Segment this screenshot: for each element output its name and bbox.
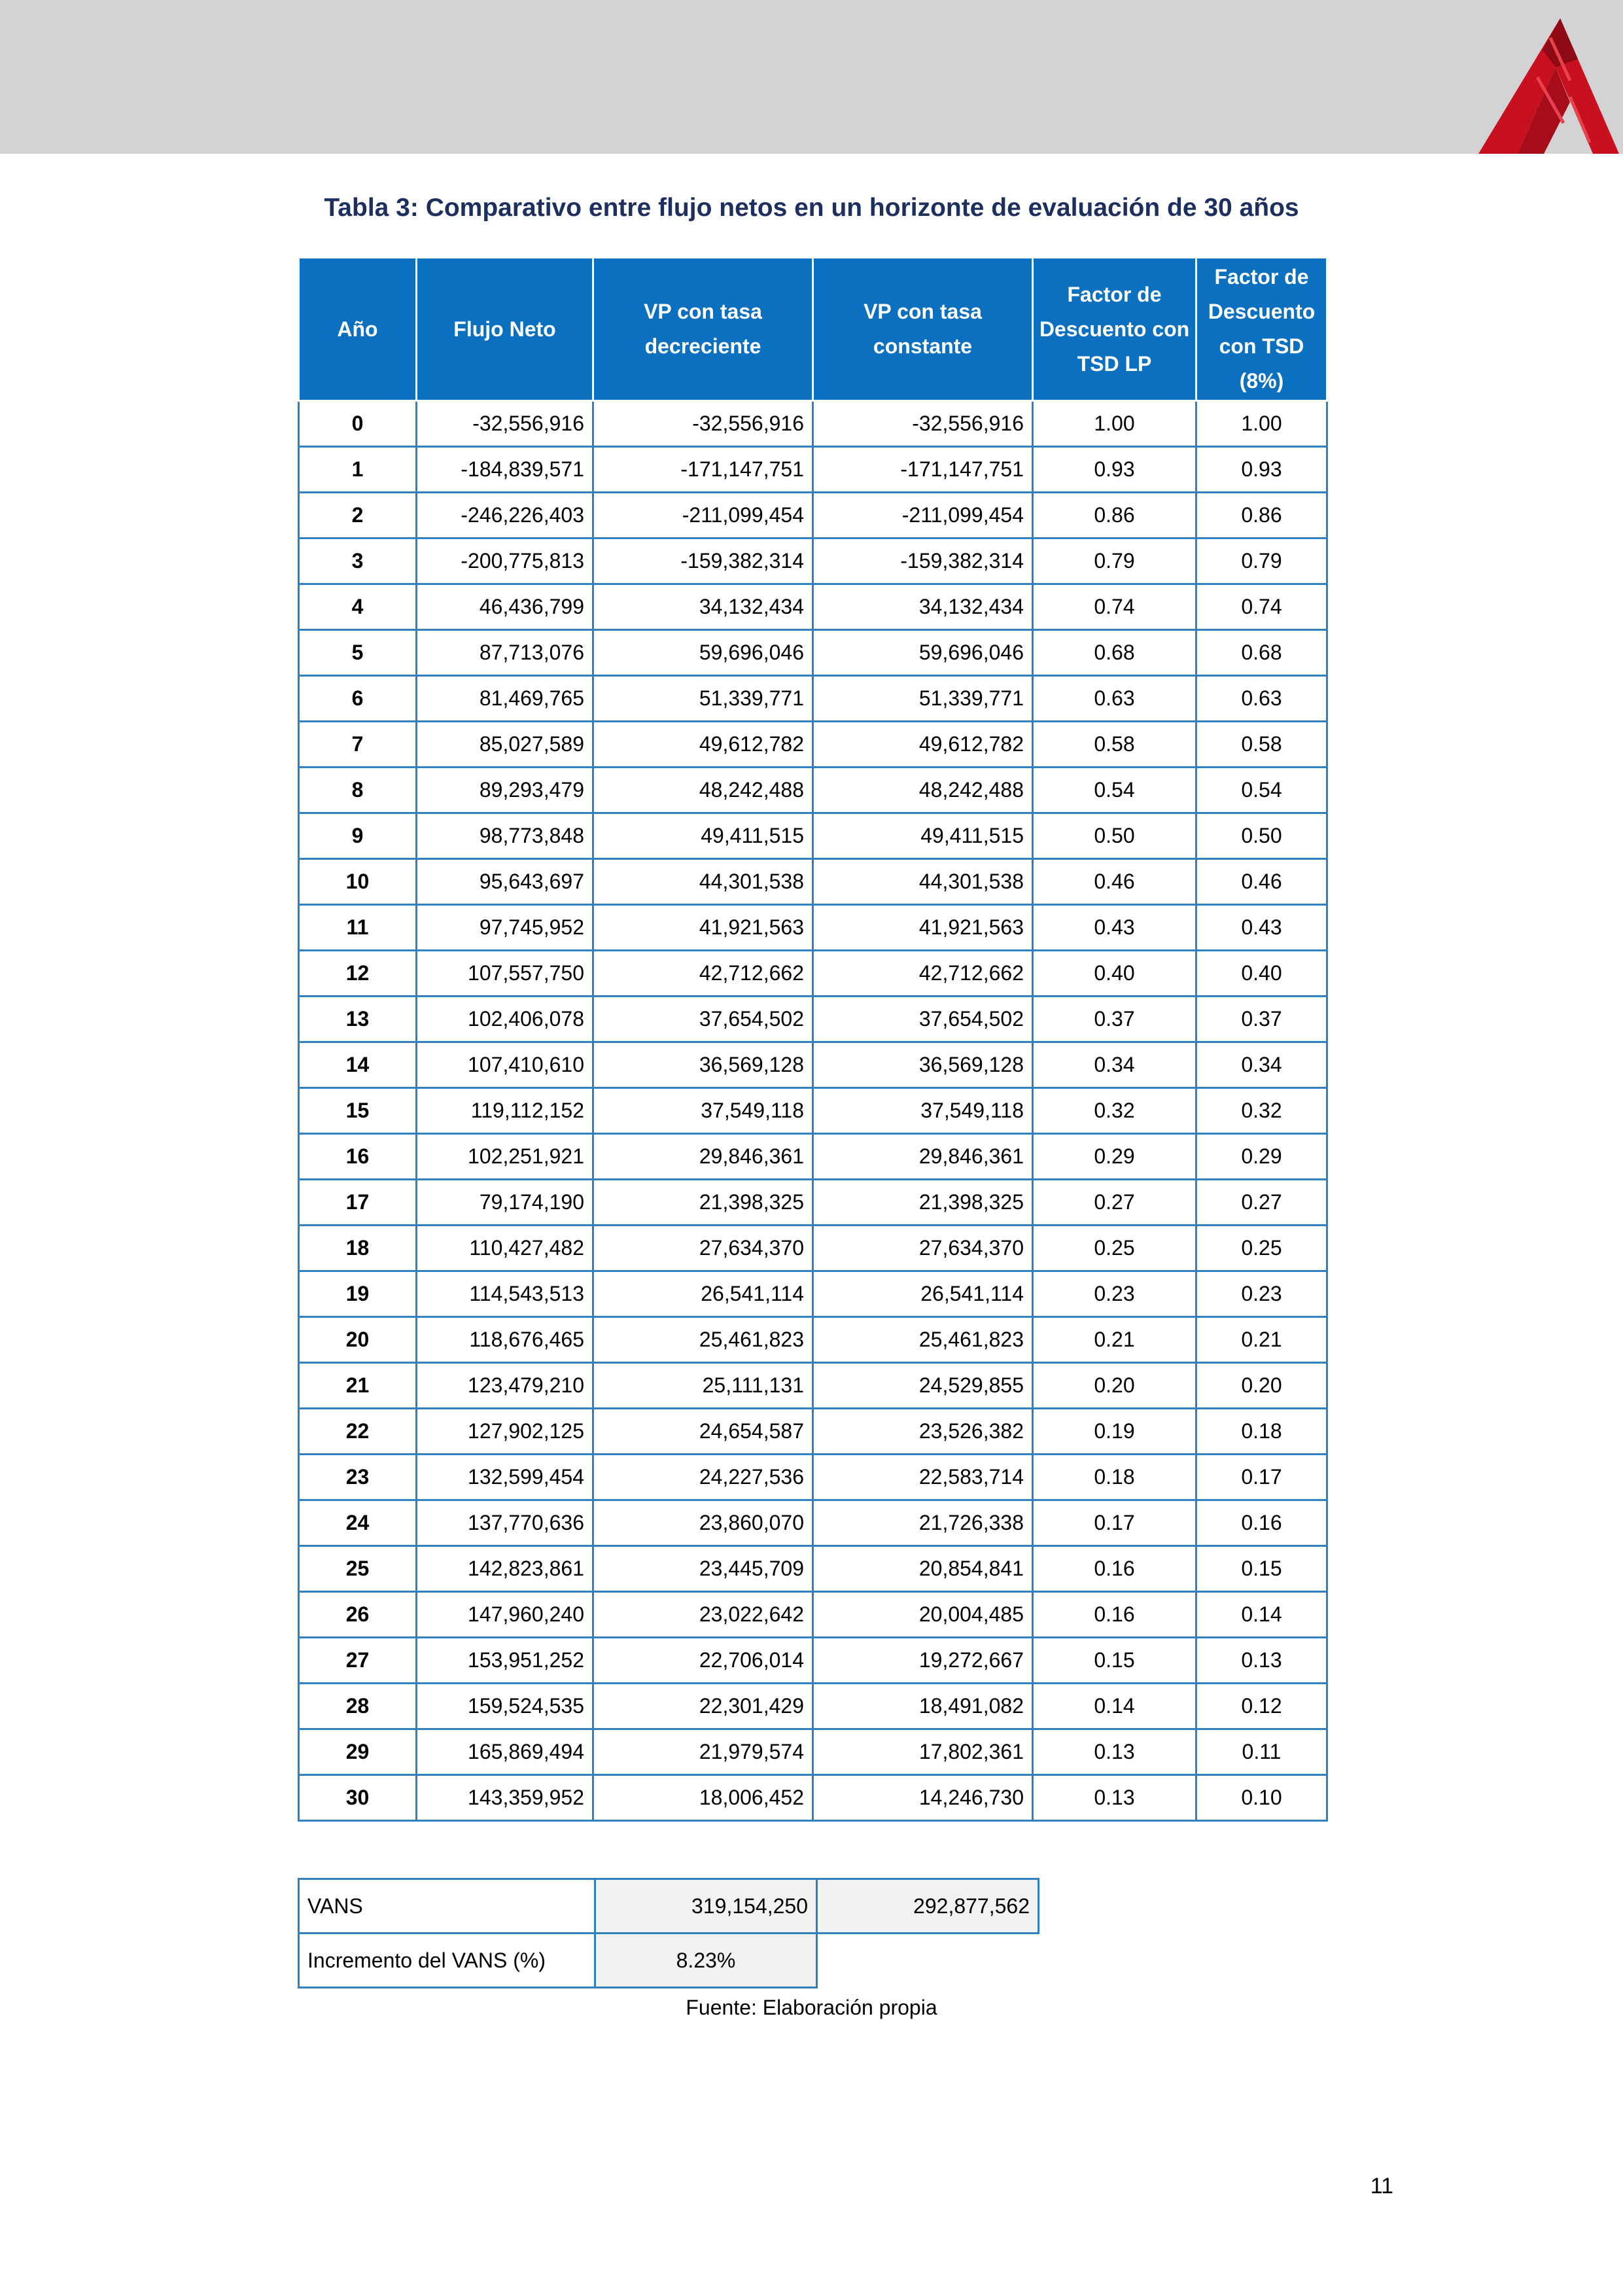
- table-row: [299, 768, 1327, 813]
- factor-tsd-8-cell: 0.79: [1196, 539, 1327, 584]
- factor-tsd-lp-cell: 0.58: [1033, 722, 1196, 768]
- year-cell: 10: [299, 859, 417, 905]
- pv-decreasing-cell: 44,301,538: [593, 859, 813, 905]
- net-flow-cell: 85,027,589: [417, 722, 593, 768]
- table-row: [299, 447, 1327, 493]
- col-header-factor-tsd-lp: Factor de Descuento con TSD LP: [1033, 258, 1196, 401]
- net-flow-cell: 159,524,535: [417, 1684, 593, 1729]
- net-flow-cell: -200,775,813: [417, 539, 593, 584]
- pv-constant-cell: 36,569,128: [813, 1042, 1033, 1088]
- vans-decreasing-value: 319,154,250: [595, 1879, 817, 1934]
- factor-tsd-8-cell: 0.17: [1196, 1455, 1327, 1500]
- pv-constant-cell: 20,854,841: [813, 1546, 1033, 1592]
- net-flow-cell: 98,773,848: [417, 813, 593, 859]
- factor-tsd-lp-cell: 0.25: [1033, 1226, 1196, 1271]
- pv-constant-cell: -32,556,916: [813, 401, 1033, 447]
- pv-constant-cell: 59,696,046: [813, 630, 1033, 676]
- pv-decreasing-cell: 51,339,771: [593, 676, 813, 722]
- pv-decreasing-cell: 29,846,361: [593, 1134, 813, 1180]
- pv-decreasing-cell: 26,541,114: [593, 1271, 813, 1317]
- pv-constant-cell: 24,529,855: [813, 1363, 1033, 1409]
- table-row: [299, 1088, 1327, 1134]
- vans-row: [299, 1879, 1039, 1934]
- net-flow-cell: 89,293,479: [417, 768, 593, 813]
- net-flow-cell: 102,406,078: [417, 997, 593, 1042]
- year-cell: 15: [299, 1088, 417, 1134]
- pv-constant-cell: 44,301,538: [813, 859, 1033, 905]
- pv-decreasing-cell: -32,556,916: [593, 401, 813, 447]
- net-flow-cell: 147,960,240: [417, 1592, 593, 1638]
- net-flow-cell: 114,543,513: [417, 1271, 593, 1317]
- year-cell: 21: [299, 1363, 417, 1409]
- pv-decreasing-cell: 24,227,536: [593, 1455, 813, 1500]
- col-header-pv-decreasing: VP con tasa decreciente: [593, 258, 813, 401]
- year-cell: 27: [299, 1638, 417, 1684]
- pv-constant-cell: 34,132,434: [813, 584, 1033, 630]
- factor-tsd-lp-cell: 0.19: [1033, 1409, 1196, 1455]
- factor-tsd-8-cell: 0.43: [1196, 905, 1327, 951]
- table-row: [299, 1409, 1327, 1455]
- page-header-band: [0, 0, 1623, 154]
- factor-tsd-lp-cell: 0.15: [1033, 1638, 1196, 1684]
- pv-decreasing-cell: 37,654,502: [593, 997, 813, 1042]
- pv-decreasing-cell: 36,569,128: [593, 1042, 813, 1088]
- net-flow-cell: 79,174,190: [417, 1180, 593, 1226]
- year-cell: 29: [299, 1729, 417, 1775]
- pv-constant-cell: 29,846,361: [813, 1134, 1033, 1180]
- pv-constant-cell: 22,583,714: [813, 1455, 1033, 1500]
- table-row: [299, 1638, 1327, 1684]
- table-header-row: [299, 258, 1327, 401]
- factor-tsd-lp-cell: 0.20: [1033, 1363, 1196, 1409]
- pv-constant-cell: 49,411,515: [813, 813, 1033, 859]
- net-flow-cell: 110,427,482: [417, 1226, 593, 1271]
- year-cell: 25: [299, 1546, 417, 1592]
- factor-tsd-8-cell: 0.20: [1196, 1363, 1327, 1409]
- factor-tsd-lp-cell: 0.32: [1033, 1088, 1196, 1134]
- col-header-year: Año: [299, 258, 417, 401]
- table-row: [299, 905, 1327, 951]
- table-row: [299, 1271, 1327, 1317]
- pv-constant-cell: 17,802,361: [813, 1729, 1033, 1775]
- pv-constant-cell: 42,712,662: [813, 951, 1033, 997]
- pv-decreasing-cell: 48,242,488: [593, 768, 813, 813]
- factor-tsd-8-cell: 0.13: [1196, 1638, 1327, 1684]
- pv-decreasing-cell: 24,654,587: [593, 1409, 813, 1455]
- pv-constant-cell: 26,541,114: [813, 1271, 1033, 1317]
- pv-decreasing-cell: 21,398,325: [593, 1180, 813, 1226]
- pv-constant-cell: 41,921,563: [813, 905, 1033, 951]
- net-flow-cell: 118,676,465: [417, 1317, 593, 1363]
- pv-decreasing-cell: 21,979,574: [593, 1729, 813, 1775]
- pv-decreasing-cell: 41,921,563: [593, 905, 813, 951]
- table-row: [299, 1180, 1327, 1226]
- year-cell: 2: [299, 493, 417, 539]
- factor-tsd-8-cell: 0.12: [1196, 1684, 1327, 1729]
- pv-decreasing-cell: 23,022,642: [593, 1592, 813, 1638]
- net-flow-cell: 123,479,210: [417, 1363, 593, 1409]
- factor-tsd-lp-cell: 0.63: [1033, 676, 1196, 722]
- year-cell: 16: [299, 1134, 417, 1180]
- summary-table: [298, 1878, 1039, 1988]
- table-row: [299, 401, 1327, 447]
- table-row: [299, 1592, 1327, 1638]
- pv-decreasing-cell: 23,860,070: [593, 1500, 813, 1546]
- net-flow-cell: 87,713,076: [417, 630, 593, 676]
- factor-tsd-lp-cell: 0.18: [1033, 1455, 1196, 1500]
- year-cell: 8: [299, 768, 417, 813]
- factor-tsd-lp-cell: 0.17: [1033, 1500, 1196, 1546]
- table-row: [299, 722, 1327, 768]
- factor-tsd-lp-cell: 0.74: [1033, 584, 1196, 630]
- net-flow-cell: 143,359,952: [417, 1775, 593, 1821]
- pv-decreasing-cell: 34,132,434: [593, 584, 813, 630]
- vans-label: VANS: [299, 1879, 595, 1934]
- factor-tsd-8-cell: 0.50: [1196, 813, 1327, 859]
- increment-row: [299, 1934, 1039, 1988]
- pv-decreasing-cell: 37,549,118: [593, 1088, 813, 1134]
- year-cell: 9: [299, 813, 417, 859]
- factor-tsd-8-cell: 0.58: [1196, 722, 1327, 768]
- pv-decreasing-cell: 25,111,131: [593, 1363, 813, 1409]
- factor-tsd-8-cell: 0.40: [1196, 951, 1327, 997]
- factor-tsd-8-cell: 0.16: [1196, 1500, 1327, 1546]
- factor-tsd-lp-cell: 0.21: [1033, 1317, 1196, 1363]
- col-header-pv-constant: VP con tasa constante: [813, 258, 1033, 401]
- table-row: [299, 1042, 1327, 1088]
- pv-decreasing-cell: 22,706,014: [593, 1638, 813, 1684]
- table-row: [299, 1775, 1327, 1821]
- year-cell: 23: [299, 1455, 417, 1500]
- table-title: Tabla 3: Comparativo entre flujo netos en un horizonte de evaluación de 30 años: [324, 194, 1299, 222]
- pv-constant-cell: 27,634,370: [813, 1226, 1033, 1271]
- pv-constant-cell: 37,654,502: [813, 997, 1033, 1042]
- col-header-factor-tsd-8: Factor de Descuento con TSD (8%): [1196, 258, 1327, 401]
- factor-tsd-lp-cell: 0.54: [1033, 768, 1196, 813]
- factor-tsd-lp-cell: 0.43: [1033, 905, 1196, 951]
- year-cell: 12: [299, 951, 417, 997]
- source-note: Fuente: Elaboración propia: [686, 1996, 937, 2019]
- table-row: [299, 584, 1327, 630]
- factor-tsd-8-cell: 1.00: [1196, 401, 1327, 447]
- pv-decreasing-cell: -211,099,454: [593, 493, 813, 539]
- net-flow-cell: 107,557,750: [417, 951, 593, 997]
- factor-tsd-8-cell: 0.34: [1196, 1042, 1327, 1088]
- factor-tsd-lp-cell: 0.40: [1033, 951, 1196, 997]
- pv-decreasing-cell: 49,612,782: [593, 722, 813, 768]
- year-cell: 6: [299, 676, 417, 722]
- factor-tsd-8-cell: 0.86: [1196, 493, 1327, 539]
- table-row: [299, 1363, 1327, 1409]
- net-flow-cell: 137,770,636: [417, 1500, 593, 1546]
- year-cell: 30: [299, 1775, 417, 1821]
- net-flow-cell: 127,902,125: [417, 1409, 593, 1455]
- pv-constant-cell: -159,382,314: [813, 539, 1033, 584]
- factor-tsd-lp-cell: 0.46: [1033, 859, 1196, 905]
- factor-tsd-lp-cell: 0.93: [1033, 447, 1196, 493]
- pv-decreasing-cell: 18,006,452: [593, 1775, 813, 1821]
- factor-tsd-8-cell: 0.63: [1196, 676, 1327, 722]
- pv-constant-cell: 37,549,118: [813, 1088, 1033, 1134]
- year-cell: 7: [299, 722, 417, 768]
- table-row: [299, 1500, 1327, 1546]
- factor-tsd-lp-cell: 0.79: [1033, 539, 1196, 584]
- year-cell: 22: [299, 1409, 417, 1455]
- year-cell: 14: [299, 1042, 417, 1088]
- year-cell: 28: [299, 1684, 417, 1729]
- factor-tsd-lp-cell: 0.13: [1033, 1729, 1196, 1775]
- col-header-net-flow: Flujo Neto: [417, 258, 593, 401]
- factor-tsd-8-cell: 0.37: [1196, 997, 1327, 1042]
- factor-tsd-lp-cell: 0.14: [1033, 1684, 1196, 1729]
- increment-value: 8.23%: [595, 1934, 817, 1988]
- pv-constant-cell: 49,612,782: [813, 722, 1033, 768]
- table-row: [299, 1134, 1327, 1180]
- pv-decreasing-cell: 42,712,662: [593, 951, 813, 997]
- factor-tsd-lp-cell: 0.16: [1033, 1592, 1196, 1638]
- factor-tsd-lp-cell: 0.13: [1033, 1775, 1196, 1821]
- factor-tsd-lp-cell: 0.37: [1033, 997, 1196, 1042]
- net-flow-cell: 153,951,252: [417, 1638, 593, 1684]
- factor-tsd-8-cell: 0.74: [1196, 584, 1327, 630]
- factor-tsd-lp-cell: 0.16: [1033, 1546, 1196, 1592]
- net-flow-cell: 132,599,454: [417, 1455, 593, 1500]
- table-row: [299, 951, 1327, 997]
- net-flow-cell: 81,469,765: [417, 676, 593, 722]
- factor-tsd-8-cell: 0.27: [1196, 1180, 1327, 1226]
- year-cell: 11: [299, 905, 417, 951]
- net-flow-cell: 46,436,799: [417, 584, 593, 630]
- table-row: [299, 1317, 1327, 1363]
- pv-decreasing-cell: 23,445,709: [593, 1546, 813, 1592]
- factor-tsd-lp-cell: 0.29: [1033, 1134, 1196, 1180]
- table-row: [299, 1729, 1327, 1775]
- table-row: [299, 997, 1327, 1042]
- factor-tsd-8-cell: 0.32: [1196, 1088, 1327, 1134]
- factor-tsd-8-cell: 0.68: [1196, 630, 1327, 676]
- pv-constant-cell: 23,526,382: [813, 1409, 1033, 1455]
- factor-tsd-lp-cell: 0.27: [1033, 1180, 1196, 1226]
- increment-label: Incremento del VANS (%): [299, 1934, 595, 1988]
- factor-tsd-lp-cell: 1.00: [1033, 401, 1196, 447]
- pv-constant-cell: 18,491,082: [813, 1684, 1033, 1729]
- table-row: [299, 493, 1327, 539]
- factor-tsd-8-cell: 0.14: [1196, 1592, 1327, 1638]
- year-cell: 4: [299, 584, 417, 630]
- table-row: [299, 539, 1327, 584]
- factor-tsd-8-cell: 0.23: [1196, 1271, 1327, 1317]
- table-row: [299, 1684, 1327, 1729]
- table-row: [299, 1546, 1327, 1592]
- pv-decreasing-cell: 22,301,429: [593, 1684, 813, 1729]
- factor-tsd-lp-cell: 0.50: [1033, 813, 1196, 859]
- pv-decreasing-cell: -159,382,314: [593, 539, 813, 584]
- factor-tsd-lp-cell: 0.23: [1033, 1271, 1196, 1317]
- pv-constant-cell: 20,004,485: [813, 1592, 1033, 1638]
- pv-constant-cell: -211,099,454: [813, 493, 1033, 539]
- factor-tsd-8-cell: 0.15: [1196, 1546, 1327, 1592]
- pv-decreasing-cell: 25,461,823: [593, 1317, 813, 1363]
- red-triangle-logo-icon: [1472, 18, 1619, 154]
- factor-tsd-lp-cell: 0.68: [1033, 630, 1196, 676]
- factor-tsd-8-cell: 0.93: [1196, 447, 1327, 493]
- factor-tsd-8-cell: 0.11: [1196, 1729, 1327, 1775]
- pv-constant-cell: 21,726,338: [813, 1500, 1033, 1546]
- net-flow-cell: 165,869,494: [417, 1729, 593, 1775]
- pv-constant-cell: 14,246,730: [813, 1775, 1033, 1821]
- pv-constant-cell: 51,339,771: [813, 676, 1033, 722]
- pv-decreasing-cell: 27,634,370: [593, 1226, 813, 1271]
- factor-tsd-lp-cell: 0.34: [1033, 1042, 1196, 1088]
- net-flow-cell: -32,556,916: [417, 401, 593, 447]
- comparison-table: [298, 256, 1328, 1822]
- year-cell: 24: [299, 1500, 417, 1546]
- pv-constant-cell: 25,461,823: [813, 1317, 1033, 1363]
- table-row: [299, 630, 1327, 676]
- net-flow-cell: 107,410,610: [417, 1042, 593, 1088]
- table-row: [299, 676, 1327, 722]
- table-row: [299, 859, 1327, 905]
- year-cell: 0: [299, 401, 417, 447]
- factor-tsd-8-cell: 0.21: [1196, 1317, 1327, 1363]
- table-row: [299, 1226, 1327, 1271]
- factor-tsd-lp-cell: 0.86: [1033, 493, 1196, 539]
- factor-tsd-8-cell: 0.18: [1196, 1409, 1327, 1455]
- year-cell: 5: [299, 630, 417, 676]
- year-cell: 19: [299, 1271, 417, 1317]
- year-cell: 13: [299, 997, 417, 1042]
- net-flow-cell: 97,745,952: [417, 905, 593, 951]
- net-flow-cell: -184,839,571: [417, 447, 593, 493]
- pv-decreasing-cell: -171,147,751: [593, 447, 813, 493]
- net-flow-cell: 95,643,697: [417, 859, 593, 905]
- net-flow-cell: 142,823,861: [417, 1546, 593, 1592]
- year-cell: 26: [299, 1592, 417, 1638]
- net-flow-cell: 119,112,152: [417, 1088, 593, 1134]
- year-cell: 17: [299, 1180, 417, 1226]
- factor-tsd-8-cell: 0.25: [1196, 1226, 1327, 1271]
- net-flow-cell: 102,251,921: [417, 1134, 593, 1180]
- vans-constant-value: 292,877,562: [817, 1879, 1039, 1934]
- page-number: 11: [1370, 2174, 1393, 2199]
- year-cell: 18: [299, 1226, 417, 1271]
- year-cell: 3: [299, 539, 417, 584]
- factor-tsd-8-cell: 0.46: [1196, 859, 1327, 905]
- factor-tsd-8-cell: 0.29: [1196, 1134, 1327, 1180]
- factor-tsd-8-cell: 0.54: [1196, 768, 1327, 813]
- pv-decreasing-cell: 49,411,515: [593, 813, 813, 859]
- year-cell: 1: [299, 447, 417, 493]
- year-cell: 20: [299, 1317, 417, 1363]
- factor-tsd-8-cell: 0.10: [1196, 1775, 1327, 1821]
- pv-constant-cell: 19,272,667: [813, 1638, 1033, 1684]
- pv-constant-cell: 21,398,325: [813, 1180, 1033, 1226]
- pv-decreasing-cell: 59,696,046: [593, 630, 813, 676]
- pv-constant-cell: 48,242,488: [813, 768, 1033, 813]
- table-row: [299, 1455, 1327, 1500]
- pv-constant-cell: -171,147,751: [813, 447, 1033, 493]
- table-row: [299, 813, 1327, 859]
- net-flow-cell: -246,226,403: [417, 493, 593, 539]
